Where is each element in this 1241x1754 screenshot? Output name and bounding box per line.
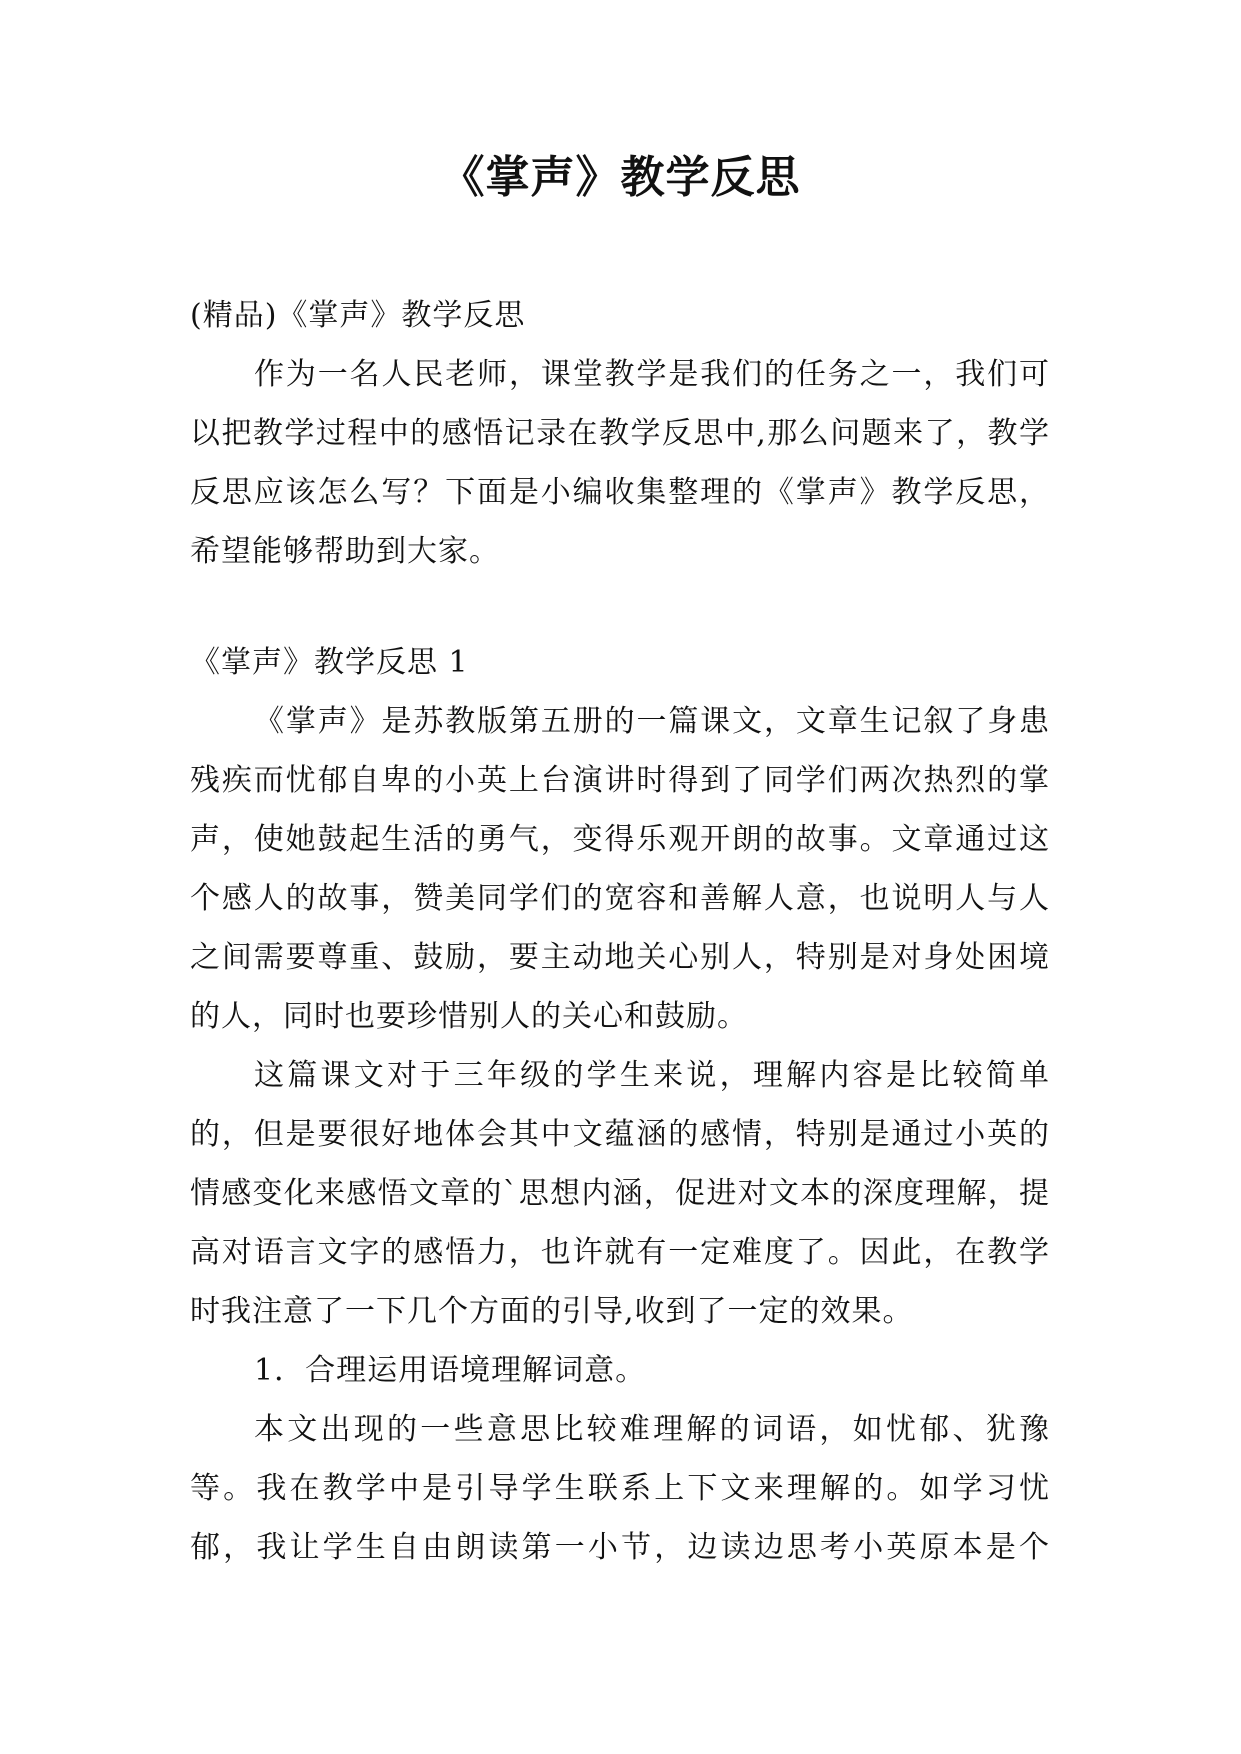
section-1-paragraph: 本文出现的一些意思比较难理解的词语，如忧郁、犹豫等。我在教学中是引导学生联系上下文来理解的。如学习忧郁，我让学生自由朗读第一小节，边读边思考小英原本是个 [190, 1412, 1050, 1565]
document-subtitle: (精品)《掌声》教学反思 [190, 298, 526, 333]
document-title: 《掌声》教学反思 [440, 152, 801, 203]
section-1-paragraph: 这篇课文对于三年级的学生来说，理解内容是比较简单的，但是要很好地体会其中文蕴涵的感情，特别是通过小英的情感变化来感悟文章的`思想内涵，促进对文本的深度理解，提高对语言文字的感悟力，也许就有一定难度了。因此，在教学时我注意了一下几个方面的引导,收到了一定的效果。 [190, 1058, 1050, 1329]
intro-paragraph: 作为一名人民老师，课堂教学是我们的任务之一，我们可以把教学过程中的感悟记录在教学反思中,那么问题来了，教学反思应该怎么写？下面是小编收集整理的《掌声》教学反思，希望能够帮助到大家。 [190, 357, 1050, 569]
section-1-list-item: 1．合理运用语境理解词意。 [254, 1353, 647, 1388]
intro-block [190, 286, 1050, 581]
section-1-heading: 《掌声》教学反思 1 [190, 645, 469, 680]
section-1 [190, 633, 1050, 1577]
section-1-paragraph: 《掌声》是苏教版第五册的一篇课文，文章生记叙了身患残疾而忧郁自卑的小英上台演讲时得到了同学们两次热烈的掌声，使她鼓起生活的勇气，变得乐观开朗的故事。文章通过这个感人的故事，赞美同学们的宽容和善解人意，也说明人与人之间需要尊重、鼓励，要主动地关心别人，特别是对身处困境的人，同时也要珍惜别人的关心和鼓励。 [190, 704, 1050, 1034]
